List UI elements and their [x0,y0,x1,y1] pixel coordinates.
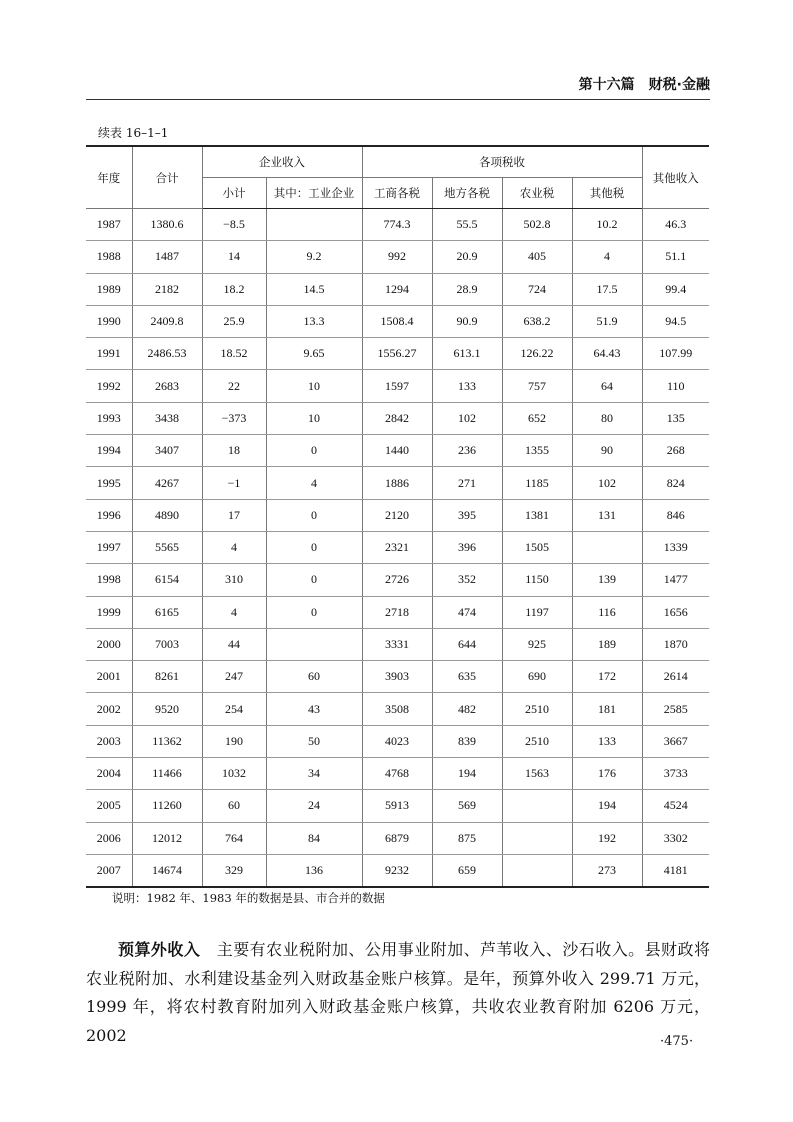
cell-year: 1988 [86,241,132,273]
cell-year: 1997 [86,531,132,563]
cell-total: 12012 [132,822,202,854]
cell-year: 2007 [86,854,132,887]
cell-agri-tax: 502.8 [502,209,572,241]
col-agri-tax-header: 农业税 [502,178,572,209]
cell-local-tax: 90.9 [432,305,502,337]
cell-commerce-tax: 3508 [362,693,432,725]
cell-other-income: 2614 [642,661,709,693]
cell-subtotal: 18.2 [202,273,266,305]
cell-year: 1995 [86,467,132,499]
cell-other-tax: 64 [572,370,642,402]
cell-other-income: 824 [642,467,709,499]
cell-commerce-tax: 1294 [362,273,432,305]
cell-total: 2409.8 [132,305,202,337]
cell-industrial: 13.3 [266,305,362,337]
cell-local-tax: 236 [432,435,502,467]
cell-subtotal: 254 [202,693,266,725]
cell-total: 2683 [132,370,202,402]
cell-commerce-tax: 1597 [362,370,432,402]
cell-year: 1991 [86,338,132,370]
cell-subtotal: 25.9 [202,305,266,337]
cell-other-income: 1656 [642,596,709,628]
cell-commerce-tax: 1508.4 [362,305,432,337]
table-row [86,822,709,854]
cell-agri-tax [502,854,572,887]
cell-subtotal: 764 [202,822,266,854]
cell-local-tax: 644 [432,628,502,660]
cell-industrial: 136 [266,854,362,887]
col-taxes-header: 各项税收 [362,146,642,178]
table-row [86,241,709,273]
cell-commerce-tax: 1440 [362,435,432,467]
cell-subtotal: 14 [202,241,266,273]
cell-subtotal: −1 [202,467,266,499]
cell-local-tax: 659 [432,854,502,887]
cell-other-tax: 116 [572,596,642,628]
cell-total: 1487 [132,241,202,273]
col-industrial-header: 其中：工业企业 [266,178,362,209]
cell-other-tax: 139 [572,564,642,596]
cell-subtotal: 190 [202,725,266,757]
cell-local-tax: 133 [432,370,502,402]
cell-other-income: 46.3 [642,209,709,241]
table-row [86,435,709,467]
cell-other-income: 4181 [642,854,709,887]
paragraph-text: 主要有农业税附加、公用事业附加、芦苇收入、沙石收入。县财政将农业税附加、水利建设基金列入财政基金账户核算。是年，预算外收入 299.71 万元，1999 年，将农村教育附加列入财政基金账户核算，共收农业教育附加 6206 万元，2002 [86,940,710,1045]
col-year-header: 年度 [86,146,132,209]
cell-subtotal: 310 [202,564,266,596]
table-row [86,790,709,822]
cell-local-tax: 474 [432,596,502,628]
cell-commerce-tax: 9232 [362,854,432,887]
cell-commerce-tax: 2321 [362,531,432,563]
cell-other-income: 99.4 [642,273,709,305]
cell-year: 2003 [86,725,132,757]
cell-industrial: 0 [266,596,362,628]
cell-commerce-tax: 1886 [362,467,432,499]
cell-year: 1994 [86,435,132,467]
cell-other-tax: 189 [572,628,642,660]
cell-agri-tax: 925 [502,628,572,660]
cell-year: 1990 [86,305,132,337]
cell-subtotal: 4 [202,531,266,563]
cell-industrial: 34 [266,758,362,790]
cell-local-tax: 613.1 [432,338,502,370]
cell-industrial: 84 [266,822,362,854]
cell-agri-tax: 126.22 [502,338,572,370]
cell-subtotal: 60 [202,790,266,822]
cell-subtotal: 329 [202,854,266,887]
cell-agri-tax [502,790,572,822]
cell-local-tax: 569 [432,790,502,822]
cell-local-tax: 28.9 [432,273,502,305]
cell-local-tax: 839 [432,725,502,757]
cell-commerce-tax: 992 [362,241,432,273]
cell-agri-tax: 1355 [502,435,572,467]
table-row [86,758,709,790]
cell-other-income: 3302 [642,822,709,854]
cell-other-tax: 10.2 [572,209,642,241]
cell-other-tax: 192 [572,822,642,854]
cell-commerce-tax: 6879 [362,822,432,854]
cell-year: 2004 [86,758,132,790]
cell-other-tax: 80 [572,402,642,434]
cell-other-income: 4524 [642,790,709,822]
cell-other-income: 3733 [642,758,709,790]
table-row [86,531,709,563]
cell-industrial: 0 [266,435,362,467]
cell-commerce-tax: 2726 [362,564,432,596]
cell-commerce-tax: 1556.27 [362,338,432,370]
table-row [86,273,709,305]
cell-commerce-tax: 2718 [362,596,432,628]
cell-year: 2005 [86,790,132,822]
cell-total: 5565 [132,531,202,563]
table-row [86,693,709,725]
table-body [86,209,709,888]
cell-local-tax: 352 [432,564,502,596]
cell-total: 4267 [132,467,202,499]
cell-other-income: 2585 [642,693,709,725]
cell-agri-tax: 757 [502,370,572,402]
finance-table [86,145,709,888]
cell-other-tax: 273 [572,854,642,887]
cell-other-tax: 64.43 [572,338,642,370]
cell-total: 6165 [132,596,202,628]
cell-industrial: 0 [266,531,362,563]
col-local-tax-header: 地方各税 [432,178,502,209]
cell-other-tax: 102 [572,467,642,499]
table-note: 说明：1982 年、1983 年的数据是县、市合并的数据 [112,891,385,905]
table-caption: 续表 16–1–1 [98,126,169,140]
cell-total: 11362 [132,725,202,757]
table-row [86,338,709,370]
page-number: ·475· [660,1034,694,1049]
cell-local-tax: 55.5 [432,209,502,241]
cell-agri-tax: 405 [502,241,572,273]
table-row [86,499,709,531]
cell-year: 2000 [86,628,132,660]
cell-industrial: 10 [266,370,362,402]
col-commerce-tax-header: 工商各税 [362,178,432,209]
header-rule [86,99,710,100]
cell-year: 1998 [86,564,132,596]
cell-year: 1996 [86,499,132,531]
cell-agri-tax: 1563 [502,758,572,790]
table-row [86,628,709,660]
table-row [86,209,709,241]
cell-agri-tax: 652 [502,402,572,434]
cell-agri-tax: 1197 [502,596,572,628]
cell-commerce-tax: 2842 [362,402,432,434]
cell-industrial: 60 [266,661,362,693]
cell-other-income: 268 [642,435,709,467]
cell-total: 7003 [132,628,202,660]
cell-industrial: 24 [266,790,362,822]
cell-other-tax: 51.9 [572,305,642,337]
cell-agri-tax: 690 [502,661,572,693]
cell-agri-tax: 724 [502,273,572,305]
cell-other-income: 1477 [642,564,709,596]
cell-local-tax: 20.9 [432,241,502,273]
table-row [86,661,709,693]
cell-industrial: 0 [266,499,362,531]
cell-subtotal: 17 [202,499,266,531]
cell-total: 2182 [132,273,202,305]
cell-year: 1989 [86,273,132,305]
cell-other-tax: 90 [572,435,642,467]
cell-industrial [266,209,362,241]
cell-commerce-tax: 774.3 [362,209,432,241]
col-subtotal-header: 小计 [202,178,266,209]
cell-subtotal: 1032 [202,758,266,790]
cell-total: 4890 [132,499,202,531]
cell-other-tax: 133 [572,725,642,757]
cell-subtotal: −8.5 [202,209,266,241]
table-row [86,305,709,337]
cell-total: 1380.6 [132,209,202,241]
cell-subtotal: 22 [202,370,266,402]
body-paragraph [86,936,710,1050]
cell-commerce-tax: 3331 [362,628,432,660]
cell-agri-tax: 1185 [502,467,572,499]
cell-local-tax: 102 [432,402,502,434]
cell-commerce-tax: 3903 [362,661,432,693]
cell-other-income: 135 [642,402,709,434]
cell-commerce-tax: 4023 [362,725,432,757]
cell-local-tax: 271 [432,467,502,499]
cell-year: 2006 [86,822,132,854]
cell-year: 1987 [86,209,132,241]
cell-total: 3438 [132,402,202,434]
cell-year: 2002 [86,693,132,725]
cell-other-tax: 194 [572,790,642,822]
cell-other-income: 51.1 [642,241,709,273]
cell-subtotal: 4 [202,596,266,628]
cell-local-tax: 875 [432,822,502,854]
cell-industrial: 0 [266,564,362,596]
cell-other-tax: 181 [572,693,642,725]
cell-year: 1999 [86,596,132,628]
cell-industrial: 9.2 [266,241,362,273]
cell-total: 3407 [132,435,202,467]
cell-local-tax: 635 [432,661,502,693]
table-row [86,725,709,757]
cell-local-tax: 482 [432,693,502,725]
cell-year: 2001 [86,661,132,693]
cell-industrial [266,628,362,660]
table-row [86,596,709,628]
cell-local-tax: 194 [432,758,502,790]
cell-commerce-tax: 4768 [362,758,432,790]
cell-total: 6154 [132,564,202,596]
col-enterprise-header: 企业收入 [202,146,362,178]
table-row [86,402,709,434]
col-total-header: 合计 [132,146,202,209]
cell-total: 14674 [132,854,202,887]
cell-other-tax: 4 [572,241,642,273]
cell-industrial: 43 [266,693,362,725]
cell-subtotal: −373 [202,402,266,434]
cell-other-income: 110 [642,370,709,402]
cell-total: 9520 [132,693,202,725]
cell-year: 1993 [86,402,132,434]
cell-other-tax [572,531,642,563]
cell-industrial: 50 [266,725,362,757]
cell-subtotal: 44 [202,628,266,660]
cell-industrial: 14.5 [266,273,362,305]
cell-subtotal: 18.52 [202,338,266,370]
paragraph-heading: 预算外收入 [118,940,201,959]
cell-total: 11260 [132,790,202,822]
cell-other-tax: 131 [572,499,642,531]
table-row [86,467,709,499]
cell-other-income: 1870 [642,628,709,660]
cell-subtotal: 247 [202,661,266,693]
table-row [86,370,709,402]
cell-agri-tax: 2510 [502,725,572,757]
cell-subtotal: 18 [202,435,266,467]
cell-total: 11466 [132,758,202,790]
running-head: 第十六篇 财税·金融 [578,77,710,93]
cell-total: 8261 [132,661,202,693]
cell-agri-tax [502,822,572,854]
cell-agri-tax: 1381 [502,499,572,531]
cell-other-income: 107.99 [642,338,709,370]
cell-industrial: 4 [266,467,362,499]
cell-agri-tax: 1150 [502,564,572,596]
cell-other-income: 1339 [642,531,709,563]
cell-other-tax: 17.5 [572,273,642,305]
col-other-income-header: 其他收入 [642,146,709,209]
cell-industrial: 9.65 [266,338,362,370]
cell-other-tax: 172 [572,661,642,693]
cell-other-tax: 176 [572,758,642,790]
cell-year: 1992 [86,370,132,402]
cell-commerce-tax: 2120 [362,499,432,531]
cell-agri-tax: 2510 [502,693,572,725]
cell-other-income: 3667 [642,725,709,757]
cell-other-income: 846 [642,499,709,531]
table-row [86,854,709,887]
cell-other-income: 94.5 [642,305,709,337]
col-other-tax-header: 其他税 [572,178,642,209]
cell-industrial: 10 [266,402,362,434]
cell-local-tax: 396 [432,531,502,563]
cell-agri-tax: 1505 [502,531,572,563]
cell-agri-tax: 638.2 [502,305,572,337]
table-row [86,564,709,596]
cell-local-tax: 395 [432,499,502,531]
cell-total: 2486.53 [132,338,202,370]
cell-commerce-tax: 5913 [362,790,432,822]
